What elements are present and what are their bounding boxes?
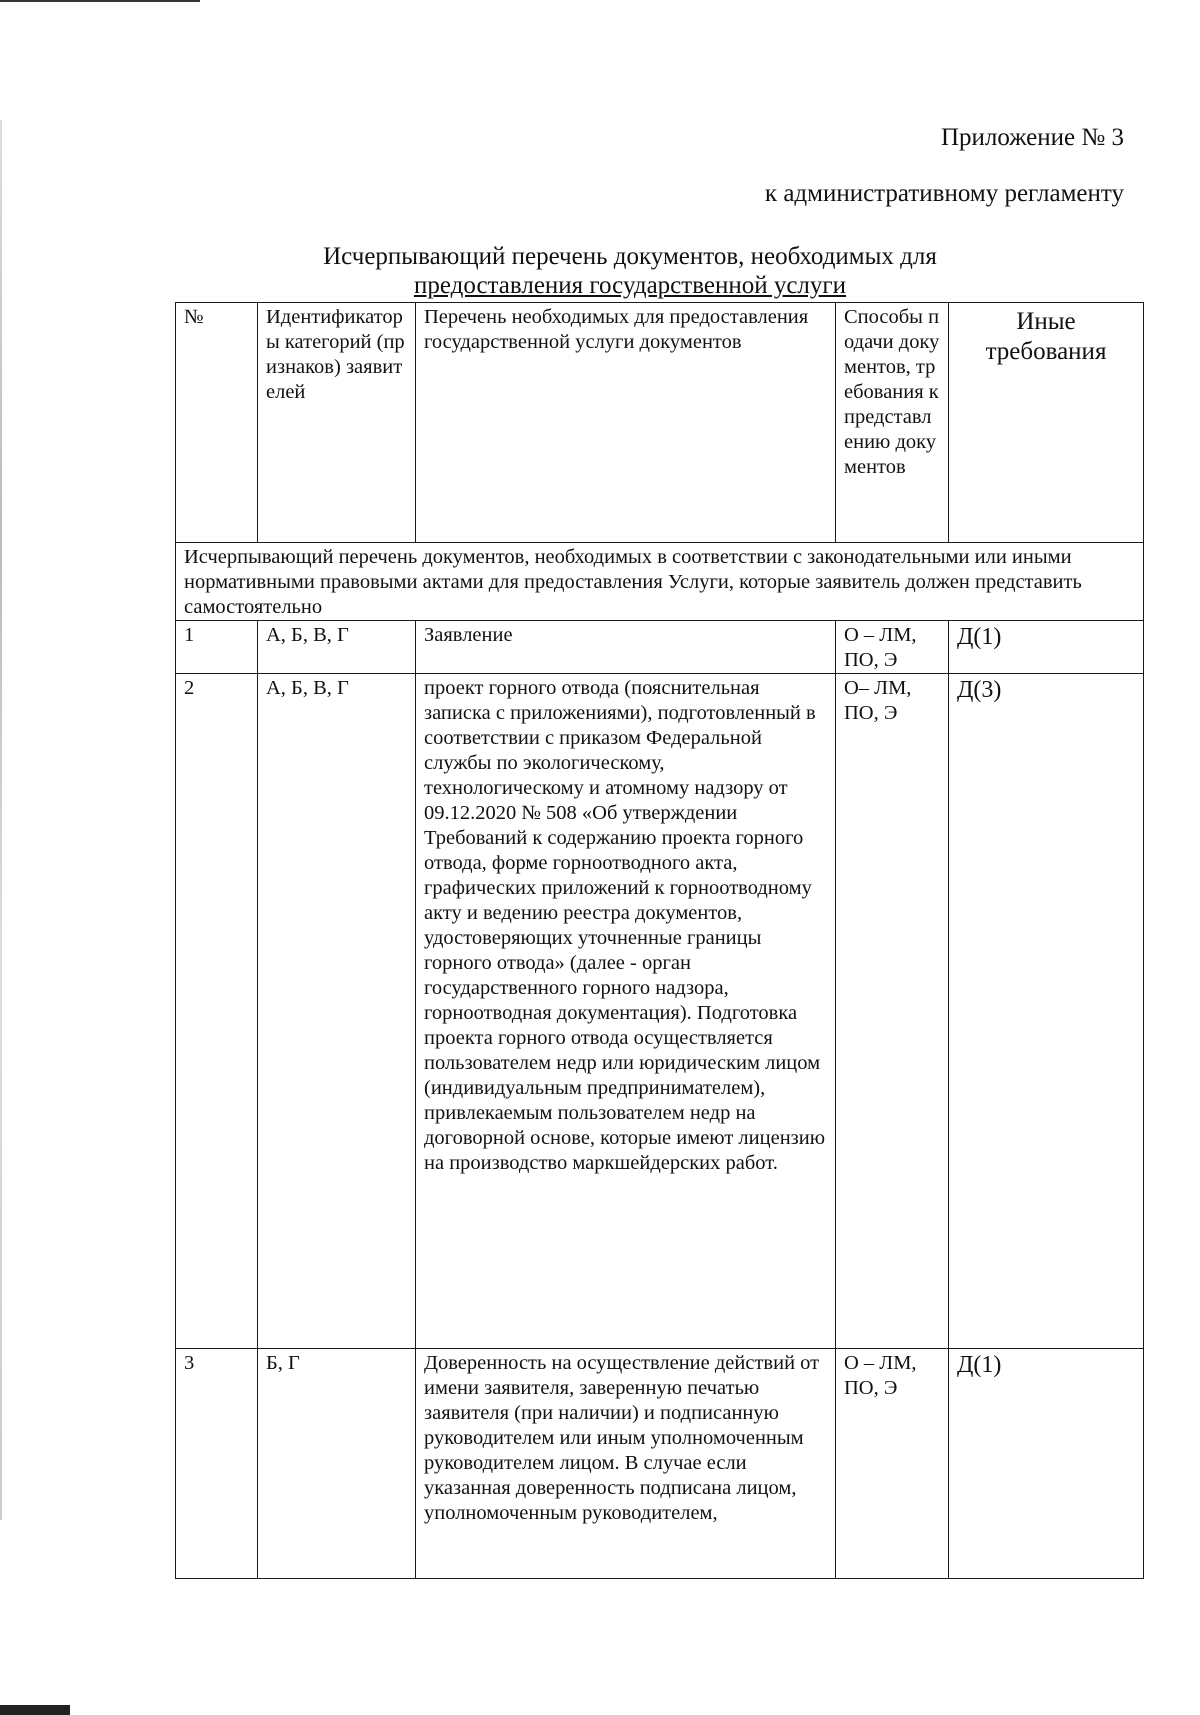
scan-artifact-bottom bbox=[0, 1705, 70, 1715]
row-num: 3 bbox=[176, 1349, 258, 1579]
table-row bbox=[176, 1349, 1144, 1579]
header-methods: Способы подачи документов, требования к представлению документов bbox=[836, 303, 949, 543]
document-title bbox=[180, 242, 1080, 300]
row-document: Доверенность на осуществление действий от имени заявителя, заверенную печатью заявителя (при наличии) и подписанную руководителем или иным уполномоченным руководителем лицом. В случае если указанная доверенность подписана лицом, уполномоченным руководителем, bbox=[416, 1349, 836, 1579]
row-categories: А, Б, В, Г bbox=[258, 621, 416, 674]
title-line: предоставления государственной услуги bbox=[413, 272, 847, 299]
row-method: О– ЛМ, ПО, Э bbox=[836, 674, 949, 1349]
row-document: проект горного отвода (пояснительная записка с приложениями), подготовленный в соответствии с приказом Федеральной службы по экологическому, технологическому и атомному надзору от 09.12.2020 № 508 «Об утверждении Требований к содержанию проекта горного отвода, форме горноотводного акта, графических приложений к горноотводному акту и ведению реестра документов, удостоверяющих уточненные границы горного отвода» (далее - орган государственного горного надзора, горноотводная документация). Подготовка проекта горного отвода осуществляется пользователем недр или юридическим лицом (индивидуальным предпринимателем), привлекаемым пользователем недр на договорной основе, которые имеют лицензию на производство маркшейдерских работ. bbox=[416, 674, 836, 1349]
scan-artifact-top bbox=[0, 0, 200, 2]
row-num: 2 bbox=[176, 674, 258, 1349]
documents-table bbox=[175, 302, 1144, 1579]
section-text: Исчерпывающий перечень документов, необходимых в соответствии с законодательными или иными нормативными правовыми актами для предоставления Услуги, которые заявитель должен представить самостоятельно bbox=[176, 543, 1144, 621]
row-method: О – ЛМ, ПО, Э bbox=[836, 1349, 949, 1579]
row-categories: Б, Г bbox=[258, 1349, 416, 1579]
section-row bbox=[176, 543, 1144, 621]
regulation-label: к административному регламенту bbox=[764, 180, 1124, 207]
header-num: № bbox=[176, 303, 258, 543]
table-row bbox=[176, 621, 1144, 674]
row-requirement: Д(1) bbox=[949, 1349, 1144, 1579]
appendix-label: Приложение № 3 bbox=[940, 124, 1124, 151]
scan-artifact-left-edge bbox=[0, 120, 2, 1520]
title-line: Исчерпывающий перечень документов, необходимых для bbox=[323, 243, 937, 270]
header-identifiers: Идентификаторы категорий (признаков) заявителей bbox=[258, 303, 416, 543]
header-documents: Перечень необходимых для предоставления государственной услуги документов bbox=[416, 303, 836, 543]
row-method: О – ЛМ, ПО, Э bbox=[836, 621, 949, 674]
row-document: Заявление bbox=[416, 621, 836, 674]
header-other-requirements: Иные требования bbox=[949, 303, 1144, 543]
row-categories: А, Б, В, Г bbox=[258, 674, 416, 1349]
row-num: 1 bbox=[176, 621, 258, 674]
row-requirement: Д(1) bbox=[949, 621, 1144, 674]
row-requirement: Д(3) bbox=[949, 674, 1144, 1349]
table-header-row bbox=[176, 303, 1144, 543]
table-row bbox=[176, 674, 1144, 1349]
